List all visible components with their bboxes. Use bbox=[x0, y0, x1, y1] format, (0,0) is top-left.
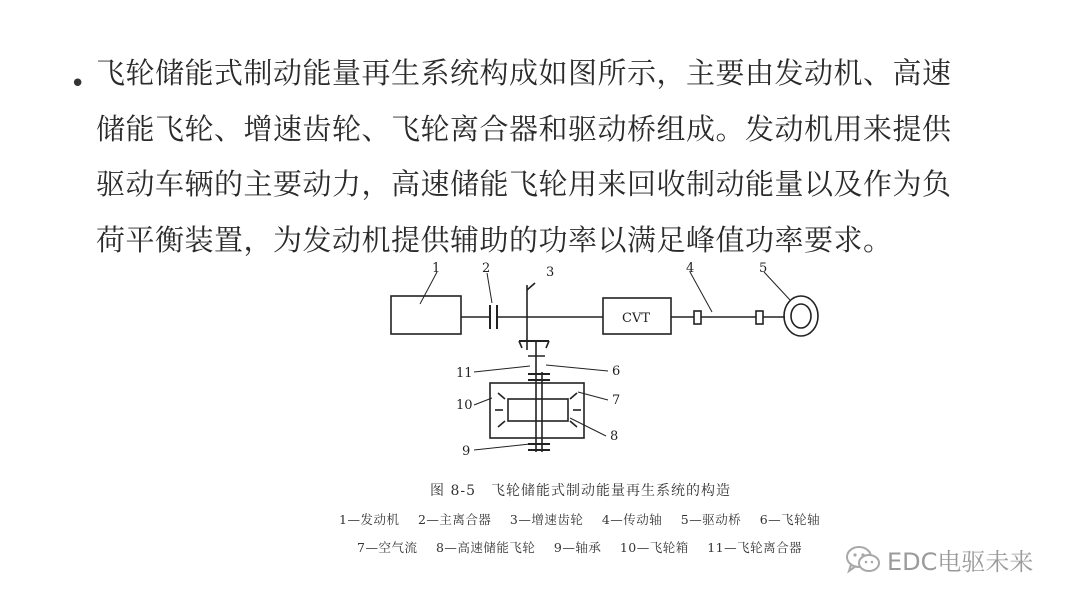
watermark bbox=[845, 542, 1033, 577]
legend-row-2 bbox=[357, 538, 816, 556]
diagram-label-6: 6 bbox=[612, 364, 621, 379]
figure-caption: 图 8-5 飞轮储能式制动能量再生系统的构造 bbox=[430, 483, 731, 499]
legend-item: 2—主离合器 bbox=[417, 512, 492, 527]
air-flow-mark bbox=[570, 393, 577, 399]
diagram-label-4: 4 bbox=[686, 261, 695, 276]
leader-4 bbox=[690, 272, 712, 312]
text-line: 飞轮储能式制动能量再生系统构成如图所示，主要由发动机、高速 bbox=[96, 56, 952, 90]
diagram-label-10: 10 bbox=[456, 398, 473, 413]
legend-item: 5—驱动桥 bbox=[680, 512, 742, 527]
legend-item: 9—轴承 bbox=[553, 540, 602, 555]
legend-item: 6—飞轮轴 bbox=[759, 512, 821, 527]
diagram-label-1: 1 bbox=[432, 261, 441, 276]
u-joint-left bbox=[694, 311, 701, 324]
text-line: 储能飞轮、增速齿轮、飞轮离合器和驱动桥组成。发动机用来提供 bbox=[96, 111, 952, 146]
diagram-label-7: 7 bbox=[612, 393, 621, 408]
watermark-text: EDC电驱未来 bbox=[887, 548, 1034, 576]
diagram-label-11: 11 bbox=[456, 366, 473, 381]
leader-5 bbox=[764, 272, 790, 300]
legend-item: 3—增速齿轮 bbox=[509, 512, 584, 527]
bevel-gear-left bbox=[519, 341, 522, 348]
diagram-label-9: 9 bbox=[462, 444, 471, 459]
air-flow-mark bbox=[570, 421, 577, 427]
drive-axle-inner bbox=[791, 304, 811, 328]
diagram-label-3: 3 bbox=[546, 265, 555, 280]
wechat-icon bbox=[845, 545, 881, 575]
drive-axle-outer bbox=[784, 296, 818, 336]
leader-2 bbox=[487, 273, 492, 303]
legend-item: 7—空气流 bbox=[357, 540, 418, 555]
flywheel-box bbox=[490, 383, 584, 438]
gear-shaft-tip bbox=[527, 283, 535, 290]
text-line: 荷平衡装置，为发动机提供辅助的功率以满足峰值功率要求。 bbox=[96, 222, 893, 257]
cvt-label: CVT bbox=[622, 311, 651, 326]
air-flow-mark bbox=[498, 393, 505, 399]
diagram-label-2: 2 bbox=[482, 261, 491, 276]
flywheel bbox=[508, 399, 568, 421]
legend-item: 8—高速储能飞轮 bbox=[435, 540, 536, 555]
leader-11 bbox=[474, 366, 530, 372]
air-flow-mark bbox=[498, 421, 505, 427]
leader-9 bbox=[474, 444, 530, 450]
leader-7 bbox=[578, 392, 608, 400]
legend-item: 1—发动机 bbox=[339, 512, 400, 527]
legend-item: 4—传动轴 bbox=[601, 512, 663, 527]
leader-8 bbox=[570, 418, 606, 436]
text-line: 驱动车辆的主要动力，高速储能飞轮用来回收制动能量以及作为负 bbox=[96, 167, 952, 201]
u-joint-right bbox=[756, 311, 763, 324]
bevel-gear-right bbox=[546, 341, 549, 348]
bullet-dot: • bbox=[70, 69, 86, 99]
leader-1 bbox=[420, 272, 437, 304]
legend-item: 10—飞轮箱 bbox=[619, 540, 689, 555]
legend-item: 11—飞轮离合器 bbox=[707, 540, 803, 555]
engine-box bbox=[391, 296, 461, 334]
diagram-label-5: 5 bbox=[759, 261, 768, 276]
legend-row-1 bbox=[339, 510, 834, 528]
leader-6 bbox=[546, 365, 608, 371]
diagram-label-8: 8 bbox=[610, 429, 619, 444]
